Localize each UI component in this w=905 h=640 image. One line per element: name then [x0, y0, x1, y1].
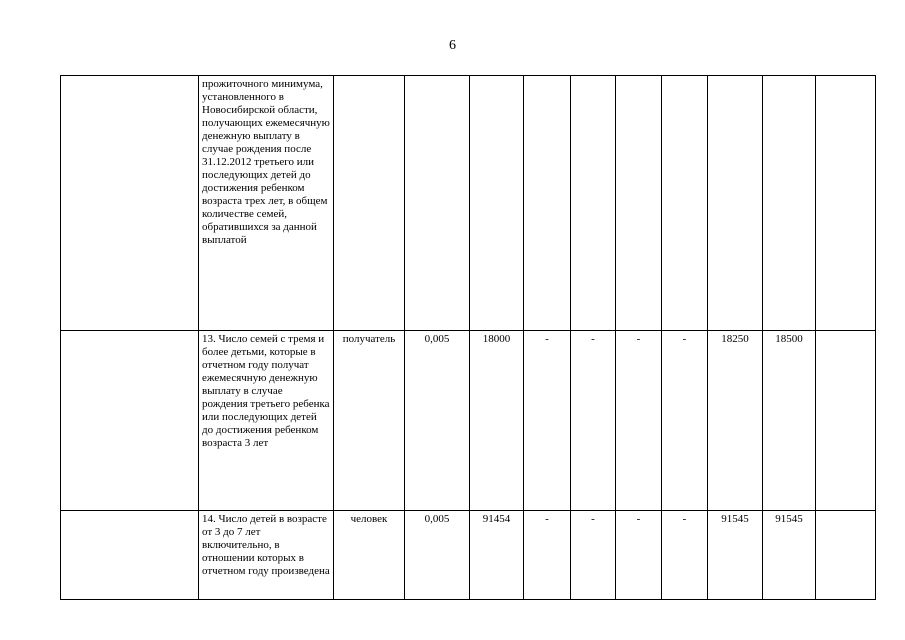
indicators-table	[60, 75, 876, 600]
value-cell	[662, 76, 708, 331]
value-cell: -	[524, 511, 571, 600]
value-cell: -	[571, 511, 616, 600]
empty-cell	[61, 331, 199, 511]
value-cell: 18500	[763, 331, 816, 511]
value-cell: 18250	[708, 331, 763, 511]
weight-cell: 0,005	[405, 331, 470, 511]
unit-cell: получатель	[334, 331, 405, 511]
value-cell	[571, 76, 616, 331]
empty-cell	[61, 511, 199, 600]
indicator-label: 14. Число детей в возрасте от 3 до 7 лет включительно, в отношении которых в отчетном году произведена	[199, 511, 334, 600]
value-cell	[470, 76, 524, 331]
value-cell	[708, 76, 763, 331]
value-cell: 18000	[470, 331, 524, 511]
value-cell	[616, 76, 662, 331]
value-cell: -	[662, 331, 708, 511]
value-cell	[524, 76, 571, 331]
value-cell	[816, 76, 876, 331]
value-cell: 91545	[708, 511, 763, 600]
value-cell	[816, 511, 876, 600]
value-cell	[816, 331, 876, 511]
table-row	[61, 76, 876, 331]
unit-cell	[334, 76, 405, 331]
empty-cell	[61, 76, 199, 331]
value-cell: -	[524, 331, 571, 511]
weight-cell: 0,005	[405, 511, 470, 600]
value-cell	[763, 76, 816, 331]
value-cell: 91454	[470, 511, 524, 600]
table-row	[61, 511, 876, 600]
value-cell: -	[616, 511, 662, 600]
indicator-label: 13. Число семей с тремя и более детьми, которые в отчетном году получат ежемесячную денежную выплату в случае рождения третьего ребенка или последующих детей до достижения ребенком возраста 3 лет	[199, 331, 334, 511]
value-cell: -	[662, 511, 708, 600]
unit-cell: человек	[334, 511, 405, 600]
indicator-label: прожиточного минимума, установленного в Новосибирской области, получающих ежемесячную денежную выплату в случае рождения после 31.12.2012 третьего или последующих детей до достижения ребенком возраста трех лет, в общем количестве семей, обратившихся за данной выплатой	[199, 76, 334, 331]
value-cell: -	[616, 331, 662, 511]
weight-cell	[405, 76, 470, 331]
value-cell: 91545	[763, 511, 816, 600]
table-row	[61, 331, 876, 511]
value-cell: -	[571, 331, 616, 511]
page-number: 6	[449, 38, 456, 53]
